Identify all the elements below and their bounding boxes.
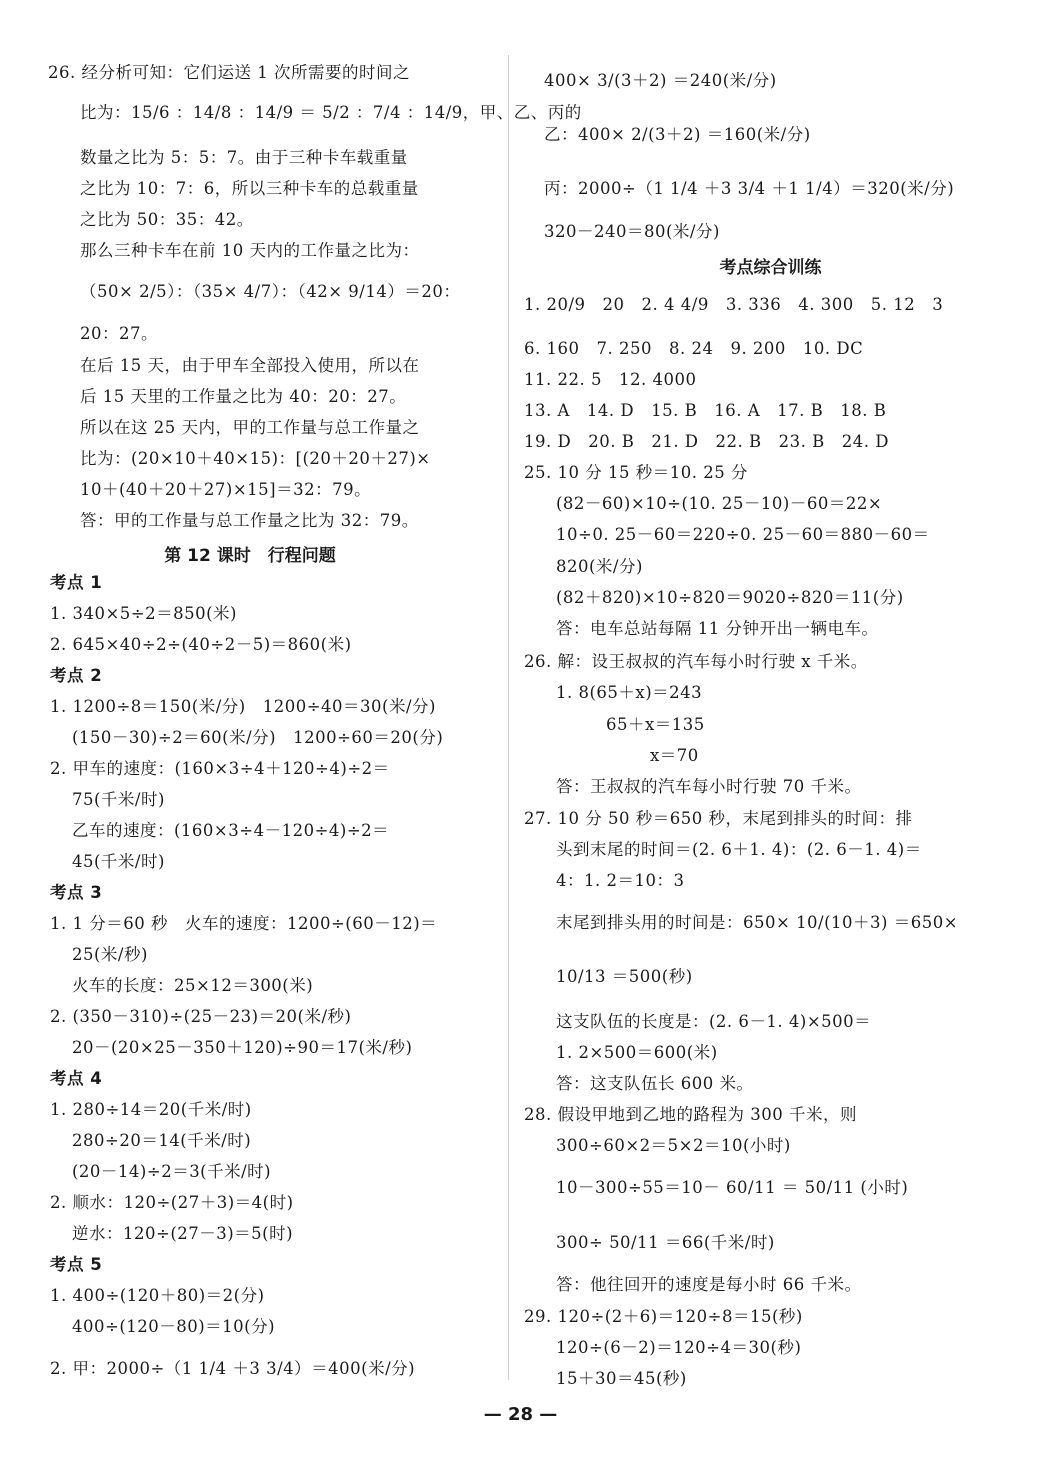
answer-line: 820(米/分) <box>556 557 643 576</box>
answer-line: 27. 10 分 50 秒＝650 秒，末尾到排头的时间：排 <box>524 809 913 828</box>
answer-line: 这支队伍的长度是：(2. 6－1. 4)×500＝ <box>556 1012 872 1031</box>
answer-line: 11. 22. 5 12. 4000 <box>524 370 697 389</box>
answer-line: 4：1. 2＝10：3 <box>556 871 685 890</box>
answer-line: 乙：400× 2/(3＋2) ＝160(米/分) <box>544 125 811 144</box>
answer-line: 比为：(20×10＋40×15)：[(20＋20＋27)× <box>80 449 431 468</box>
answer-line: 2. 甲：2000÷（1 1/4 ＋3 3/4）＝400(米/分) <box>50 1359 416 1378</box>
answer-line: 10/13 ＝500(秒) <box>556 967 693 986</box>
answer-line: 15＋30＝45(秒) <box>556 1369 687 1388</box>
answer-line: 29. 120÷(2＋6)＝120÷8＝15(秒) <box>524 1307 803 1326</box>
answer-line: (150－30)÷2＝60(米/分) 1200÷60＝20(分) <box>72 728 444 747</box>
answer-line: 乙车的速度：(160×3÷4－120÷4)÷2＝ <box>72 821 390 840</box>
answer-line: 答：王叔叔的汽车每小时行驶 70 千米。 <box>556 777 862 796</box>
answer-line: (82＋820)×10÷820＝9020÷820＝11(分) <box>556 588 904 607</box>
answer-line: 逆水：120÷(27－3)＝5(时) <box>72 1224 294 1243</box>
answer-line: 1. 280÷14＝20(千米/时) <box>50 1100 252 1119</box>
answer-line: 26. 解：设王叔叔的汽车每小时行驶 x 千米。 <box>524 652 868 671</box>
answer-line: 13. A 14. D 15. B 16. A 17. B 18. B <box>524 401 887 420</box>
section-heading: 考点 2 <box>50 666 103 685</box>
section-heading: 考点 1 <box>50 573 103 592</box>
answer-line: 10＋(40＋20＋27)×15]＝32：79。 <box>80 480 372 499</box>
answer-line: 400÷(120－80)＝10(分) <box>72 1317 276 1336</box>
answer-line: 25(米/秒) <box>72 945 148 964</box>
answer-line: 头到末尾的时间＝(2. 6＋1. 4)：(2. 6－1. 4)＝ <box>556 840 922 859</box>
answer-line: 1. 20/9 20 2. 4 4/9 3. 336 4. 300 5. 12 3 <box>524 295 944 314</box>
answer-line: 20－(20×25－350＋120)÷90＝17(米/秒) <box>72 1038 413 1057</box>
answer-line: 10－300÷55＝10－ 60/11 ＝ 50/11 (小时) <box>556 1178 909 1197</box>
answer-line: 火车的长度：25×12＝300(米) <box>72 976 314 995</box>
answer-line: 1. 340×5÷2＝850(米) <box>50 604 237 623</box>
page-number: — 28 — <box>483 1404 558 1425</box>
answer-line: 比为：15/6 ：14/8 ：14/9 ＝ 5/2 ：7/4 ：14/9，甲、乙、丙的 <box>80 103 582 122</box>
answer-line: 320－240＝80(米/分) <box>544 222 720 241</box>
answer-line: x＝70 <box>650 746 699 765</box>
answer-line: 丙：2000÷（1 1/4 ＋3 3/4 ＋1 1/4）＝320(米/分) <box>544 179 955 198</box>
answer-line: 那么三种卡车在前 10 天内的工作量之比为： <box>80 241 420 260</box>
answer-line: 答：甲的工作量与总工作量之比为 32：79。 <box>80 511 419 530</box>
answer-line: 28. 假设甲地到乙地的路程为 300 千米，则 <box>524 1105 857 1124</box>
answer-line: 120÷(6－2)＝120÷4＝30(秒) <box>556 1338 802 1357</box>
answer-line: 20：27。 <box>80 324 158 343</box>
answer-line: 所以在这 25 天内，甲的工作量与总工作量之 <box>80 418 420 437</box>
answer-line: (20－14)÷2＝3(千米/时) <box>72 1162 272 1181</box>
answer-line: 1. 8(65＋x)＝243 <box>556 683 703 702</box>
answer-line: 2. 甲车的速度：(160×3÷4＋120÷4)÷2＝ <box>50 759 390 778</box>
answer-line: 2. (350－310)÷(25－23)＝20(米/秒) <box>50 1007 352 1026</box>
answer-line: 75(千米/时) <box>72 790 165 809</box>
answer-line: 在后 15 天，由于甲车全部投入使用，所以在 <box>80 356 420 375</box>
answer-line: 19. D 20. B 21. D 22. B 23. B 24. D <box>524 432 889 451</box>
answer-line: 400× 3/(3＋2) ＝240(米/分) <box>544 71 777 90</box>
answer-line: 之比为 50：35：42。 <box>80 210 254 229</box>
answer-line: 65＋x＝135 <box>606 715 705 734</box>
answer-line: 末尾到排头用的时间是：650× 10/(10＋3) ＝650× <box>556 913 959 932</box>
section-heading: 考点 5 <box>50 1255 103 1274</box>
answer-line: 2. 645×40÷2÷(40÷2－5)＝860(米) <box>50 635 352 654</box>
answer-line: (82－60)×10÷(10. 25－10)－60＝22× <box>556 494 883 513</box>
answer-line: 45(千米/时) <box>72 852 165 871</box>
section-heading: 考点 3 <box>50 883 103 902</box>
answer-line: 后 15 天里的工作量之比为 40：20：27。 <box>80 387 407 406</box>
answer-line: 1. 1 分＝60 秒 火车的速度：1200÷(60－12)＝ <box>50 914 438 933</box>
answer-line: 答：这支队伍长 600 米。 <box>556 1074 754 1093</box>
answer-line: 10÷0. 25－60＝220÷0. 25－60＝880－60＝ <box>556 525 930 544</box>
answer-line: （50× 2/5）：（35× 4/7）：（42× 9/14）＝20： <box>80 282 461 301</box>
answer-line: 6. 160 7. 250 8. 24 9. 200 10. DC <box>524 339 864 358</box>
answer-line: 数量之比为 5：5：7。由于三种卡车载重量 <box>80 148 408 167</box>
answer-line: 答：电车总站每隔 11 分钟开出一辆电车。 <box>556 619 879 638</box>
answer-line: 2. 顺水：120÷(27＋3)＝4(时) <box>50 1193 294 1212</box>
section-title: 考点综合训练 <box>719 258 822 278</box>
section-heading: 考点 4 <box>50 1069 103 1088</box>
answer-line: 300÷60×2＝5×2＝10(小时) <box>556 1136 791 1155</box>
answer-line: 25. 10 分 15 秒＝10. 25 分 <box>524 463 748 482</box>
answer-line: 300÷ 50/11 ＝66(千米/时) <box>556 1233 775 1252</box>
answer-line: 答：他往回开的速度是每小时 66 千米。 <box>556 1275 862 1294</box>
section-title: 第 12 课时 行程问题 <box>164 546 336 566</box>
answer-line: 之比为 10：7：6，所以三种卡车的总载重量 <box>80 179 419 198</box>
answer-line: 1. 2×500＝600(米) <box>556 1043 718 1062</box>
answer-line: 1. 1200÷8＝150(米/分) 1200÷40＝30(米/分) <box>50 697 436 716</box>
answer-line: 26. 经分析可知：它们运送 1 次所需要的时间之 <box>48 63 410 82</box>
answer-line: 280÷20＝14(千米/时) <box>72 1131 252 1150</box>
answer-line: 1. 400÷(120＋80)＝2(分) <box>50 1286 265 1305</box>
